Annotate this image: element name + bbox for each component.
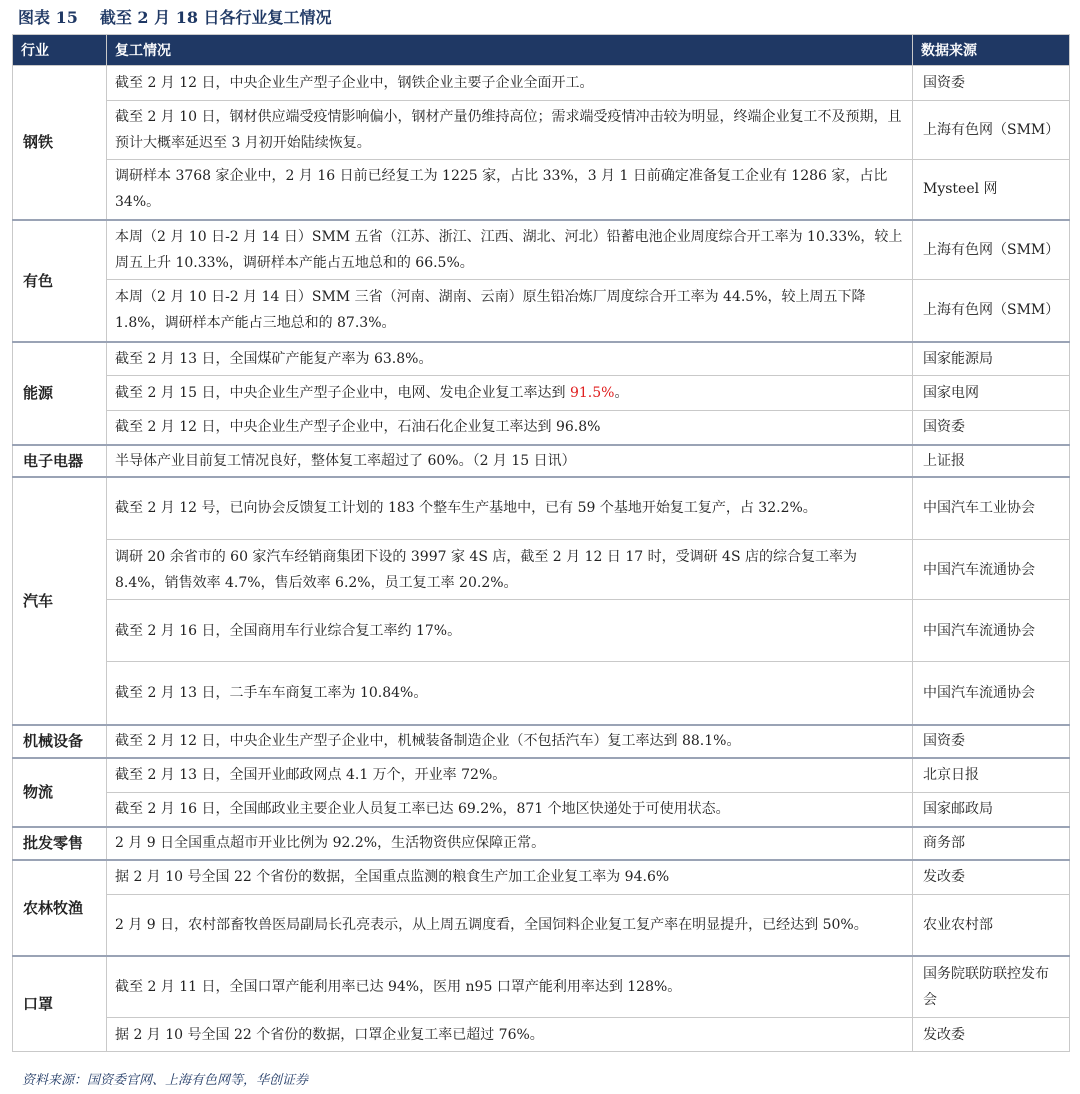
industry-cell-logistics: 物流: [13, 758, 107, 827]
source-cell: 上海有色网（SMM）: [913, 220, 1070, 280]
source-cell: 农业农村部: [913, 895, 1070, 956]
figure-title: [18, 4, 332, 32]
source-cell: 国家邮政局: [913, 793, 1070, 827]
status-cell: 截至 2 月 16 日，全国邮政业主要企业人员复工率已达 69.2%，871 个地区快递处于可使用状态。: [107, 793, 913, 827]
source-cell: 商务部: [913, 827, 1070, 860]
table-row: [13, 66, 1070, 101]
table-row: [13, 445, 1070, 477]
status-cell: 据 2 月 10 号全国 22 个省份的数据，全国重点监测的粮食生产加工企业复工率为 94.6%: [107, 860, 913, 895]
status-cell: 截至 2 月 12 日，中央企业生产型子企业中，石油石化企业复工率达到 96.8%: [107, 411, 913, 445]
status-cell: 截至 2 月 13 日，二手车车商复工率为 10.84%。: [107, 662, 913, 725]
status-cell: [107, 376, 913, 411]
status-cell: 截至 2 月 13 日，全国煤矿产能复产率为 63.8%。: [107, 342, 913, 376]
source-footnote: 资料来源：国资委官网、上海有色网等，华创证券: [22, 1073, 309, 1088]
figure-title-text: 截至 2 月 18 日各行业复工情况: [99, 8, 332, 27]
status-cell: 截至 2 月 10 日，钢材供应端受疫情影响偏小，钢材产量仍维持高位；需求端受疫情冲击较为明显，终端企业复工不及预期，且预计大概率延迟至 3 月初开始陆续恢复。: [107, 101, 913, 160]
status-cell: 截至 2 月 12 号，已向协会反馈复工计划的 183 个整车生产基地中，已有 59 个基地开始复工复产，占 32.2%。: [107, 477, 913, 540]
status-text-end: 。: [614, 385, 629, 401]
status-cell: 调研 20 余省市的 60 家汽车经销商集团下设的 3997 家 4S 店，截至 2 月 12 日 17 时，受调研 4S 店的综合复工率为 8.4%，销售效率 4.7%，售后效率 6.2%，员工复工率 20.2%。: [107, 540, 913, 600]
status-cell: 截至 2 月 12 日，中央企业生产型子企业中，钢铁企业主要子企业全面开工。: [107, 66, 913, 101]
table-row: [13, 477, 1070, 540]
table-row: [13, 895, 1070, 956]
industry-cell-electronics: 电子电器: [13, 445, 107, 477]
header-status: 复工情况: [107, 35, 913, 66]
source-cell: 发改委: [913, 860, 1070, 895]
status-cell: 2 月 9 日全国重点超市开业比例为 92.2%，生活物资供应保障正常。: [107, 827, 913, 860]
status-cell: 截至 2 月 16 日，全国商用车行业综合复工率约 17%。: [107, 600, 913, 662]
source-cell: 国务院联防联控发布会: [913, 956, 1070, 1018]
table-row: [13, 662, 1070, 725]
table-row: [13, 1018, 1070, 1052]
table-row: [13, 540, 1070, 600]
table-row: [13, 725, 1070, 758]
table-row: [13, 101, 1070, 160]
table-row: [13, 411, 1070, 445]
status-cell: 据 2 月 10 号全国 22 个省份的数据，口罩企业复工率已超过 76%。: [107, 1018, 913, 1052]
status-cell: 本周（2 月 10 日-2 月 14 日）SMM 五省（江苏、浙江、江西、湖北、河北）铅蓄电池企业周度综合开工率为 10.33%，较上周五上升 10.33%，调研样本产能占五地总和的 66.5%。: [107, 220, 913, 280]
source-cell: 国资委: [913, 725, 1070, 758]
source-cell: Mysteel 网: [913, 160, 1070, 220]
table-row: [13, 600, 1070, 662]
status-cell: 调研样本 3768 家企业中，2 月 16 日前已经复工为 1225 家，占比 33%，3 月 1 日前确定准备复工企业有 1286 家，占比 34%。: [107, 160, 913, 220]
figure-number: 图表 15: [18, 8, 78, 27]
source-cell: 发改委: [913, 1018, 1070, 1052]
industry-cell-machinery: 机械设备: [13, 725, 107, 758]
status-cell: 截至 2 月 12 日，中央企业生产型子企业中，机械装备制造企业（不包括汽车）复工率达到 88.1%。: [107, 725, 913, 758]
industry-cell-retail: 批发零售: [13, 827, 107, 860]
header-industry: 行业: [13, 35, 107, 66]
status-cell: 本周（2 月 10 日-2 月 14 日）SMM 三省（河南、湖南、云南）原生铅冶炼厂周度综合开工率为 44.5%，较上周五下降 1.8%，调研样本产能占三地总和的 87.3%。: [107, 280, 913, 342]
table-row: [13, 793, 1070, 827]
source-cell: 中国汽车工业协会: [913, 477, 1070, 540]
source-cell: 上海有色网（SMM）: [913, 101, 1070, 160]
recovery-table: [12, 34, 1070, 1052]
source-cell: 中国汽车流通协会: [913, 540, 1070, 600]
table-row: [13, 860, 1070, 895]
source-cell: 国资委: [913, 66, 1070, 101]
source-cell: 中国汽车流通协会: [913, 600, 1070, 662]
source-cell: 国家电网: [913, 376, 1070, 411]
industry-cell-steel: 钢铁: [13, 66, 107, 220]
source-cell: 中国汽车流通协会: [913, 662, 1070, 725]
source-cell: 上证报: [913, 445, 1070, 477]
source-cell: 国资委: [913, 411, 1070, 445]
status-cell: 2 月 9 日，农村部畜牧兽医局副局长孔亮表示，从上周五调度看，全国饲料企业复工复产率在明显提升，已经达到 50%。: [107, 895, 913, 956]
status-cell: 截至 2 月 13 日，全国开业邮政网点 4.1 万个，开业率 72%。: [107, 758, 913, 793]
industry-cell-energy: 能源: [13, 342, 107, 445]
table-row: [13, 376, 1070, 411]
table-header-row: [13, 35, 1070, 66]
source-cell: 北京日报: [913, 758, 1070, 793]
header-source: 数据来源: [913, 35, 1070, 66]
source-cell: 国家能源局: [913, 342, 1070, 376]
table-row: [13, 160, 1070, 220]
status-text: 截至 2 月 15 日，中央企业生产型子企业中，电网、发电企业复工率达到: [115, 385, 570, 401]
industry-cell-mask: 口罩: [13, 956, 107, 1052]
status-cell: 半导体产业目前复工情况良好，整体复工率超过了 60%。（2 月 15 日讯）: [107, 445, 913, 477]
table-row: [13, 827, 1070, 860]
source-cell: 上海有色网（SMM）: [913, 280, 1070, 342]
industry-cell-agriculture: 农林牧渔: [13, 860, 107, 956]
table-row: [13, 280, 1070, 342]
table-row: [13, 220, 1070, 280]
table-row: [13, 758, 1070, 793]
table-row: [13, 342, 1070, 376]
industry-cell-auto: 汽车: [13, 477, 107, 725]
status-cell: 截至 2 月 11 日，全国口罩产能利用率已达 94%，医用 n95 口罩产能利用率达到 128%。: [107, 956, 913, 1018]
table-row: [13, 956, 1070, 1018]
industry-cell-nonferrous: 有色: [13, 220, 107, 342]
highlight-value: 91.5%: [569, 385, 615, 401]
